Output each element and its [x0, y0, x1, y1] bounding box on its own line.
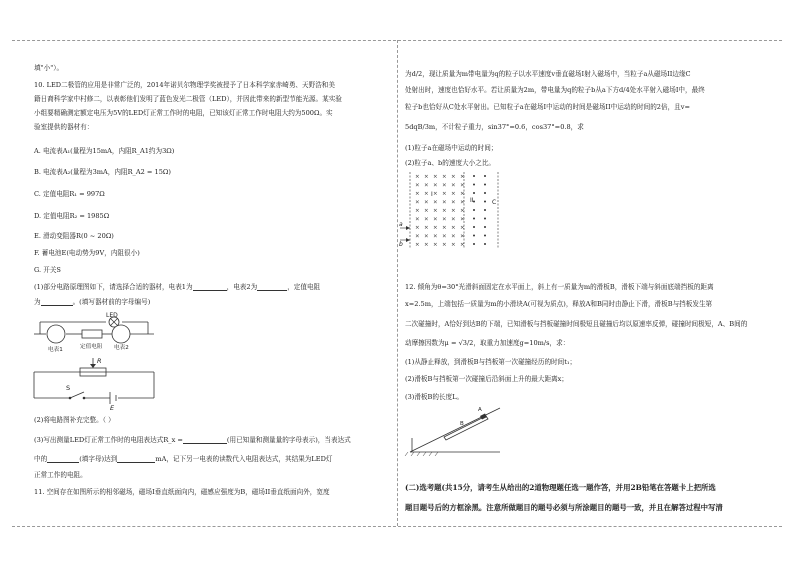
field-into-page-mark: ×	[460, 208, 465, 214]
q12-sub2: (2)滑板B与挡板第一次碰撞后沿斜面上升的最大距离x；	[405, 375, 568, 383]
answer-blank-expression[interactable]	[183, 436, 227, 444]
q11-line3: 粒子b也恰好从C处水平射出。已知粒子a在磁场I中运动的时间是磁场II中运动的时间的2倍，且v=	[405, 103, 691, 111]
field-out-of-page-mark	[484, 243, 486, 245]
field-into-page-mark: ×	[415, 199, 420, 206]
q11-sub2: (2)粒子a、b的速度大小之比。	[405, 159, 496, 167]
field-into-page-mark: ×	[424, 174, 429, 180]
field-into-page-mark: ×	[451, 182, 456, 189]
field-into-page-mark: ×	[433, 233, 438, 240]
field-into-page-mark: ×	[415, 216, 420, 223]
option-e: E. 滑动变阻器R(0 ~ 20Ω)	[34, 232, 114, 240]
q12-line3: 二次碰撞时，A恰好到达B的下端，已知滑板与挡板碰撞时间极短且碰撞后均以原速率反弹，碰撞时间极短，A、B间的	[405, 320, 748, 328]
block-a-label: A	[478, 407, 482, 413]
field-into-page-mark: ×	[415, 191, 420, 197]
q10-part1-text-b: ，电表2为	[226, 283, 258, 291]
field-into-page-mark: ×	[442, 242, 447, 248]
field-into-page-mark: ×	[442, 174, 447, 180]
field-into-page-mark: ×	[460, 233, 465, 240]
field-into-page-mark: ×	[460, 242, 465, 248]
field-into-page-mark: ×	[433, 216, 438, 223]
field-into-page-mark: ×	[424, 208, 429, 214]
answer-blank-current[interactable]	[117, 455, 155, 463]
field-into-page-mark: ×	[451, 191, 456, 197]
q12-sub1: (1)从静止释放，到滑板B与挡板第一次碰撞经历的时间t₁；	[405, 358, 577, 366]
field-into-page-mark: ×	[451, 225, 456, 231]
field-into-page-mark: ×	[415, 174, 420, 180]
field-into-page-mark: ×	[424, 233, 429, 240]
q10-part3-line3: 正常工作的电阻。	[34, 471, 87, 479]
field-into-page-mark: ×	[460, 174, 465, 180]
field-out-of-page-mark	[473, 175, 475, 177]
meter1-symbol	[47, 325, 65, 343]
field-into-page-mark: ×	[442, 208, 447, 214]
field-into-page-mark: ×	[415, 225, 420, 231]
circuit-diagram	[30, 306, 160, 412]
field-out-of-page-mark	[473, 235, 475, 237]
field-out-of-page-mark	[473, 243, 475, 245]
q10-part3-text-d: (填字母)达到	[79, 455, 118, 463]
field-into-page-mark: ×	[433, 242, 438, 248]
bottom-divider	[12, 526, 782, 527]
option-g: G. 开关S	[34, 266, 61, 274]
q11-line4: 5dqB/3m，不计粒子重力，sin37°=0.6，cos37°=0.8，求	[405, 123, 584, 131]
field-out-of-page-mark	[484, 209, 486, 211]
option-c: C. 定值电阻R₁ = 997Ω	[34, 190, 105, 198]
option-a: A. 电流表A₁(量程为15mA，内阻R_A1约为3Ω)	[34, 147, 175, 155]
q11-sub1: (1)粒子a在磁场中运动的时间；	[405, 144, 498, 152]
magnetic-field-figure	[396, 170, 508, 250]
field-into-page-mark: ×	[442, 225, 447, 231]
meter2-label: 电表2	[114, 345, 129, 351]
field-into-page-mark: ×	[424, 182, 429, 189]
field-out-of-page-mark	[484, 235, 486, 237]
switch-label: S	[66, 384, 71, 392]
q10-part2: (2)将电路图补充完整。（ ）	[34, 416, 115, 424]
q11-line1: 为d/2，现让质量为m带电量为q的粒子以水平速度v垂直磁场I射入磁场中，当粒子a从磁场II边缘C	[405, 70, 691, 78]
field-into-page-mark: ×	[460, 216, 465, 223]
top-fragment: 填"小"）。	[34, 64, 64, 72]
q10-intro-line3: 小组要精确测定额定电压为5V的LED灯正常工作时的电阻，已知该灯正常工作时电阻大约为500Ω。实	[34, 109, 333, 117]
q10-part1-text-e: 。(填写器材前的字母编号)	[72, 298, 151, 306]
field-into-page-mark: ×	[442, 199, 447, 206]
answer-blank-meter1[interactable]	[193, 283, 227, 291]
q12-line4: 动摩擦因数为μ = √3/2，取重力加速度g=10m/s，求：	[405, 339, 570, 347]
rheostat-label: R	[97, 357, 102, 365]
led-label: LED	[106, 312, 118, 319]
q10-part1-text-a: (1)部分电路原理图如下，请选择合适的器材，电表1为	[34, 283, 193, 291]
q11-line2: 处射出时，速度也恰好水平。若让质量为2m，带电量为q的粒子b从a下方d/4处水平射入磁场I中，最终	[405, 86, 705, 94]
selection-heading-line2: 题目题号后的方框涂黑。注意所做题目的题号必须与所涂题目的题号一致，并且在解答过程中写清	[405, 503, 723, 512]
field-into-page-mark: ×	[460, 199, 465, 206]
field-out-of-page-mark	[473, 192, 475, 194]
field-into-page-mark: ×	[433, 208, 438, 214]
particle-a-label: a	[399, 221, 403, 228]
resistor-label: 定值电阻	[80, 344, 103, 350]
field-into-page-mark: ×	[415, 182, 420, 189]
field-into-page-mark: ×	[451, 174, 456, 180]
field-into-page-mark: ×	[451, 199, 456, 206]
field-into-page-mark: ×	[460, 182, 465, 189]
field-out-of-page-mark	[484, 226, 486, 228]
answer-blank-resistor[interactable]	[41, 298, 73, 306]
field-into-page-mark: ×	[424, 225, 429, 231]
rheostat-slider-arrow	[90, 364, 96, 368]
field-into-page-mark: ×	[415, 233, 420, 240]
incline-figure	[404, 400, 504, 460]
q10-part3-text-b: (用已知量和测量量的字母表示)，当表达式	[226, 436, 351, 444]
field-out-of-page-mark	[473, 226, 475, 228]
field-into-page-mark: ×	[442, 191, 447, 197]
column-divider	[397, 40, 398, 526]
q10-part3-text-c: 中的	[34, 455, 48, 463]
field-into-page-mark: ×	[433, 182, 438, 189]
q10-part3-line1	[34, 434, 351, 444]
q10-part3-text-e: mA，记下另一电表的读数代入电阻表达式，其结果为LED灯	[155, 455, 333, 463]
field-into-page-mark: ×	[415, 208, 420, 214]
q12-line1: 12. 倾角为θ=30°光滑斜面固定在水平面上，斜上有一质量为m的滑板B，滑板下端与斜面底端挡板的距离	[405, 283, 714, 291]
field-out-of-page-mark	[484, 175, 486, 177]
option-f: F. 蓄电池E(电动势为9V，内阻很小)	[34, 249, 140, 257]
board-b-label: B	[460, 421, 464, 427]
field-into-page-mark: ×	[424, 242, 429, 248]
field-into-page-mark: ×	[433, 225, 438, 231]
q10-intro-line4: 验室提供的器材有：	[34, 123, 94, 131]
field-into-page-mark: ×	[460, 225, 465, 231]
q12-line2: x=2.5m，上端包括一质量为m的小滑块A(可视为质点)，释放A和B同时由静止下滑，滑板B与挡板发生第	[405, 300, 713, 308]
field-into-page-mark: ×	[442, 182, 447, 189]
answer-blank-meter2[interactable]	[257, 283, 287, 291]
field-into-page-mark: ×	[433, 199, 438, 206]
field-into-page-mark: ×	[424, 199, 429, 206]
field-into-page-mark: ×	[424, 216, 429, 223]
particle-b-label: b	[399, 241, 403, 248]
q10-part1-line2	[34, 296, 150, 306]
field-into-page-mark: ×	[451, 216, 456, 223]
field-out-of-page-mark	[473, 209, 475, 211]
field-into-page-mark: ×	[451, 208, 456, 214]
option-b: B. 电流表A₂(量程为3mA，内阻R_A2 = 15Ω)	[34, 168, 171, 176]
selection-heading-line1: (二)选考题(共15分，请考生从给出的2道物理题任选一题作答，并用2B铅笔在答题卡上把所选	[405, 483, 716, 492]
field-into-page-mark: ×	[433, 191, 438, 197]
field-out-of-page-mark	[484, 184, 486, 186]
meter1-label: 电表1	[48, 347, 63, 353]
q12-sub3: (3)滑板B的长度L。	[405, 393, 464, 401]
field-into-page-mark: ×	[451, 242, 456, 248]
q10-part1-text-d: 为	[34, 298, 41, 306]
q10-part3-line2	[34, 453, 332, 463]
q10-intro-line1: 10. LED二极管的应用是非常广泛的，2014年诺贝尔物理学奖被授予了日本科学家赤崎勇、天野浩和美	[34, 81, 335, 89]
field-into-page-mark: ×	[442, 216, 447, 223]
q10-intro-line2: 籍日裔科学家中村修二，以表彰他们发明了蓝色发光二极管（LED），并因此带来的新型节能光源。某实验	[34, 95, 342, 103]
field-into-page-mark: ×	[451, 233, 456, 240]
q10-part1-text-c: ，定值电阻	[287, 283, 321, 291]
field-out-of-page-mark	[484, 218, 486, 220]
answer-blank-letter[interactable]	[47, 455, 79, 463]
field-into-page-mark: ×	[415, 242, 420, 248]
field-out-of-page-mark	[484, 192, 486, 194]
field-into-page-mark: ×	[433, 174, 438, 180]
field-into-page-mark: ×	[424, 191, 429, 197]
field-into-page-mark: ×	[442, 233, 447, 240]
battery-label: E	[110, 404, 115, 412]
field-into-page-mark: ×	[460, 191, 465, 197]
board-b	[444, 416, 488, 440]
option-d: D. 定值电阻R₂ = 1985Ω	[34, 212, 110, 220]
q10-part1-line1	[34, 281, 320, 291]
region2-label: II	[470, 197, 474, 204]
q10-part3-text-a: (3)写出测量LED灯正常工作时的电阻表达式R_x =	[34, 436, 183, 444]
q11-start: 11. 空间存在如图所示的相邻磁场，磁场I垂直纸面向内，磁感应强度为B，磁场II垂直纸面向外，宽度	[34, 488, 330, 496]
field-out-of-page-mark	[473, 218, 475, 220]
meter2-symbol	[112, 325, 130, 343]
field-out-of-page-mark	[473, 184, 475, 186]
field-out-of-page-mark	[484, 201, 486, 203]
region1-label: I	[431, 191, 433, 198]
point-c-label: C	[492, 199, 497, 206]
